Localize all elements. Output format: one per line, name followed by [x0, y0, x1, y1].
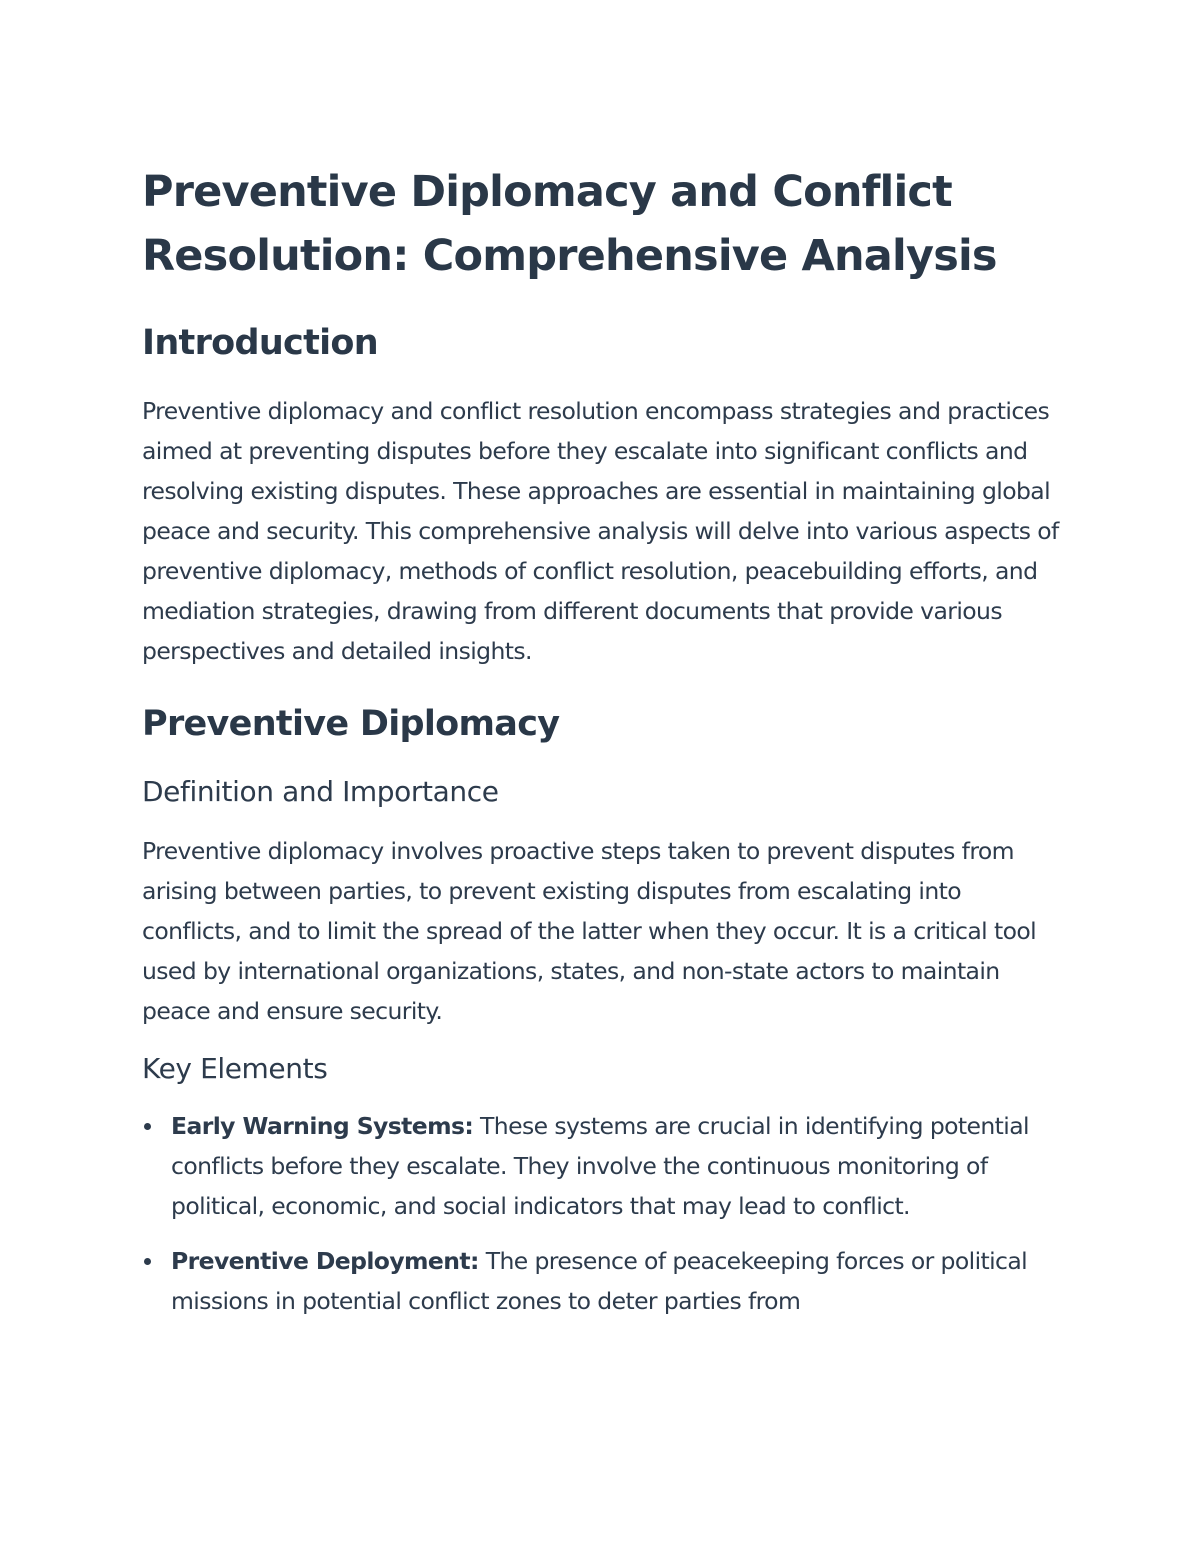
bullet-icon — [144, 1123, 151, 1130]
list-item-text: These systems are crucial in identifying potential conflicts before they escalate. They involve the continuous monitoring of political, economic, and social indicators that may lead to conflict. — [171, 1112, 1029, 1220]
definition-paragraph: Preventive diplomacy involves proactive steps taken to prevent disputes from arising between parties, to prevent existing disputes from escalating into conflicts, and to limit the spread of the latter when they occur. It is a critical tool used by international organizations, states, and non-state actors to maintain peace and ensure security. — [142, 837, 1037, 1025]
introduction-paragraph: Preventive diplomacy and conflict resolution encompass strategies and practices aimed at preventing disputes before they escalate into significant conflicts and resolving existing disputes. These approaches are essential in maintaining global peace and security. This comprehensive analysis will delve into various aspects of preventive diplomacy, methods of conflict resolution, peacebuilding efforts, and mediation strategies, drawing from different documents that provide various perspectives and detailed insights. — [142, 397, 1059, 665]
list-item-text: The presence of peacekeeping forces or political missions in potential conflict zones to deter parties from — [171, 1247, 1028, 1315]
definition-heading: Definition and Importance — [142, 775, 499, 808]
document-page — [142, 160, 1062, 1321]
key-elements-list — [142, 1106, 1062, 1321]
document-title: Preventive Diplomacy and Conflict Resolution: Comprehensive Analysis — [142, 167, 997, 281]
list-item-term: Early Warning Systems: — [171, 1112, 474, 1140]
list-item — [142, 1106, 1062, 1226]
key-elements-heading: Key Elements — [142, 1052, 328, 1085]
list-item-term: Preventive Deployment: — [171, 1247, 479, 1275]
preventive-diplomacy-heading: Preventive Diplomacy — [142, 704, 560, 744]
list-item — [142, 1241, 1062, 1321]
introduction-heading: Introduction — [142, 323, 378, 363]
bullet-icon — [144, 1258, 151, 1265]
